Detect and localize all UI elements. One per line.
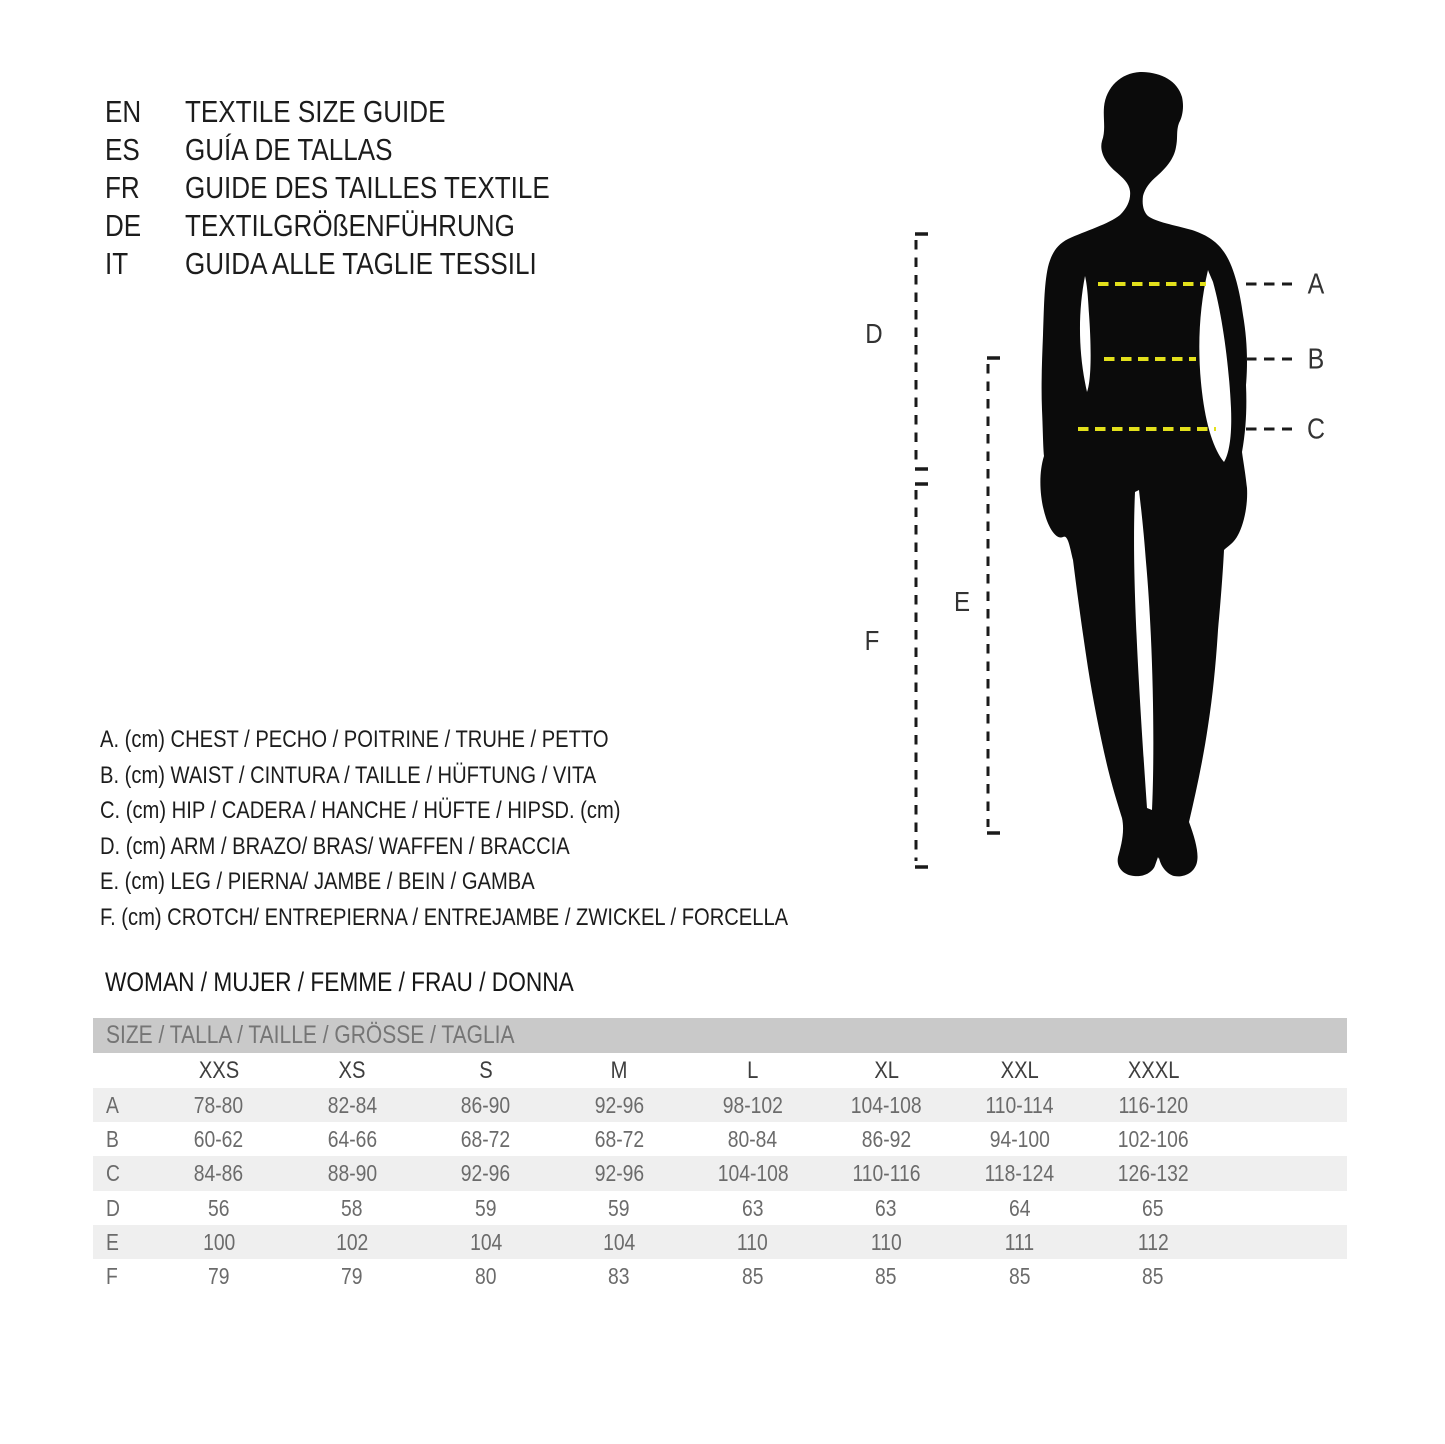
size-col-xxs: XXS: [198, 1057, 239, 1084]
language-row: [105, 131, 619, 169]
cell: 98-102: [722, 1092, 783, 1118]
cell: 104-108: [717, 1160, 789, 1187]
guide-title-fr: GUIDE DES TAILLES TEXTILE: [185, 170, 550, 205]
cell: 85: [875, 1262, 897, 1289]
size-col-xs: XS: [338, 1057, 366, 1084]
table-row-leg: [93, 1225, 1347, 1259]
legend-crotch: F. (cm) CROTCH/ ENTREPIERNA / ENTREJAMBE / ZWICKEL / FORCELLA: [100, 903, 789, 931]
cell: 104-108: [850, 1092, 922, 1118]
cell: 88-90: [327, 1160, 377, 1187]
cell: 110: [870, 1228, 902, 1255]
cell: 79: [208, 1262, 230, 1289]
cell: 110-114: [985, 1092, 1054, 1118]
cell: 80-84: [728, 1126, 778, 1153]
row-label: C: [106, 1160, 120, 1187]
row-label: F: [106, 1262, 118, 1289]
cell: 100: [202, 1228, 235, 1255]
table-row-hip: [93, 1156, 1347, 1190]
cell: 104: [603, 1228, 636, 1255]
cell: 110-116: [852, 1160, 921, 1187]
cell: 60-62: [194, 1126, 244, 1153]
legend-waist: B. (cm) WAIST / CINTURA / TAILLE / HÜFTUNG / VITA: [100, 761, 597, 789]
size-header-row: [93, 1053, 1347, 1088]
row-label: D: [106, 1194, 120, 1221]
legend-chest: A. (cm) CHEST / PECHO / POITRINE / TRUHE / PETTO: [100, 726, 609, 753]
language-row: [105, 93, 619, 131]
row-label: E: [106, 1228, 119, 1255]
cell: 82-84: [327, 1092, 377, 1118]
cell: 92-96: [594, 1092, 644, 1118]
woman-silhouette-diagram: [840, 60, 1370, 890]
legend-hip: C. (cm) HIP / CADERA / HANCHE / HÜFTE / HIPSD. (cm): [100, 797, 621, 824]
cell: 118-124: [985, 1160, 1055, 1187]
cell: 78-80: [194, 1092, 244, 1118]
cell: 58: [341, 1194, 363, 1221]
cell: 86-92: [861, 1126, 911, 1153]
measurement-legend: [100, 722, 919, 935]
label-hip-c: C: [1306, 413, 1326, 446]
language-code: ES: [105, 132, 140, 167]
cell: 80: [475, 1262, 497, 1289]
cell: 92-96: [594, 1160, 644, 1187]
size-col-m: M: [610, 1057, 628, 1084]
language-code: IT: [105, 246, 129, 281]
cell: 64-66: [327, 1126, 377, 1153]
row-label: B: [106, 1126, 119, 1153]
cell: 92-96: [461, 1160, 511, 1187]
table-row-crotch: [93, 1259, 1347, 1293]
cell: 83: [608, 1262, 630, 1289]
guide-title-it: GUIDA ALLE TAGLIE TESSILI: [185, 246, 537, 281]
cell: 126-132: [1117, 1160, 1189, 1187]
legend-leg: E. (cm) LEG / PIERNA/ JAMBE / BEIN / GAMBA: [100, 868, 535, 895]
cell: 104: [469, 1228, 502, 1255]
cell: 56: [208, 1194, 230, 1221]
cell: 86-90: [461, 1092, 511, 1118]
guide-title-de: TEXTILGRÖßENFÜHRUNG: [185, 208, 515, 243]
language-row: [105, 207, 619, 245]
size-col-s: S: [479, 1057, 493, 1084]
size-banner: [93, 1018, 1347, 1053]
size-table: [93, 1018, 1347, 1293]
cell: 68-72: [594, 1126, 644, 1153]
cell: 63: [875, 1194, 897, 1221]
legend-arm: D. (cm) ARM / BRAZO/ BRAS/ WAFFEN / BRACCIA: [100, 832, 570, 860]
label-arm-d: D: [865, 318, 883, 349]
cell: 84-86: [194, 1160, 244, 1187]
label-leg-e: E: [953, 586, 971, 617]
size-col-l: L: [747, 1057, 759, 1084]
cell: 68-72: [461, 1126, 511, 1153]
cell: 63: [742, 1194, 764, 1221]
cell: 85: [1009, 1262, 1031, 1289]
cell: 64: [1009, 1194, 1031, 1221]
cell: 59: [475, 1194, 497, 1221]
cell: 111: [1005, 1228, 1035, 1255]
label-crotch-f: F: [864, 625, 880, 656]
gender-heading: [105, 966, 663, 998]
language-row: [105, 245, 619, 283]
language-row: [105, 169, 619, 207]
cell: 102-106: [1117, 1126, 1189, 1153]
size-col-xxxl: XXXL: [1127, 1057, 1180, 1084]
cell: 116-120: [1118, 1092, 1188, 1118]
language-code: DE: [105, 208, 142, 243]
language-title-block: [105, 93, 619, 283]
label-waist-b: B: [1307, 343, 1325, 376]
table-row-arm: [93, 1191, 1347, 1225]
size-col-xl: XL: [873, 1057, 899, 1084]
cell: 110: [737, 1228, 769, 1255]
label-chest-a: A: [1307, 268, 1325, 301]
row-label: A: [106, 1092, 119, 1118]
cell: 94-100: [989, 1126, 1050, 1153]
table-row-waist: [93, 1122, 1347, 1156]
table-row-chest: [93, 1088, 1347, 1122]
guide-title-en: TEXTILE SIZE GUIDE: [185, 94, 446, 129]
language-code: FR: [105, 170, 140, 205]
cell: 102: [336, 1228, 369, 1255]
cell: 112: [1137, 1228, 1169, 1255]
guide-title-es: GUÍA DE TALLAS: [185, 132, 393, 167]
cell: 65: [1142, 1194, 1164, 1221]
cell: 79: [341, 1262, 363, 1289]
cell: 59: [608, 1194, 630, 1221]
cell: 85: [742, 1262, 764, 1289]
language-code: EN: [105, 94, 142, 129]
gender-heading-text: WOMAN / MUJER / FEMME / FRAU / DONNA: [105, 967, 574, 997]
size-col-xxl: XXL: [1000, 1057, 1039, 1084]
size-banner-text: SIZE / TALLA / TAILLE / GRÖSSE / TAGLIA: [106, 1021, 515, 1049]
cell: 85: [1142, 1262, 1164, 1289]
